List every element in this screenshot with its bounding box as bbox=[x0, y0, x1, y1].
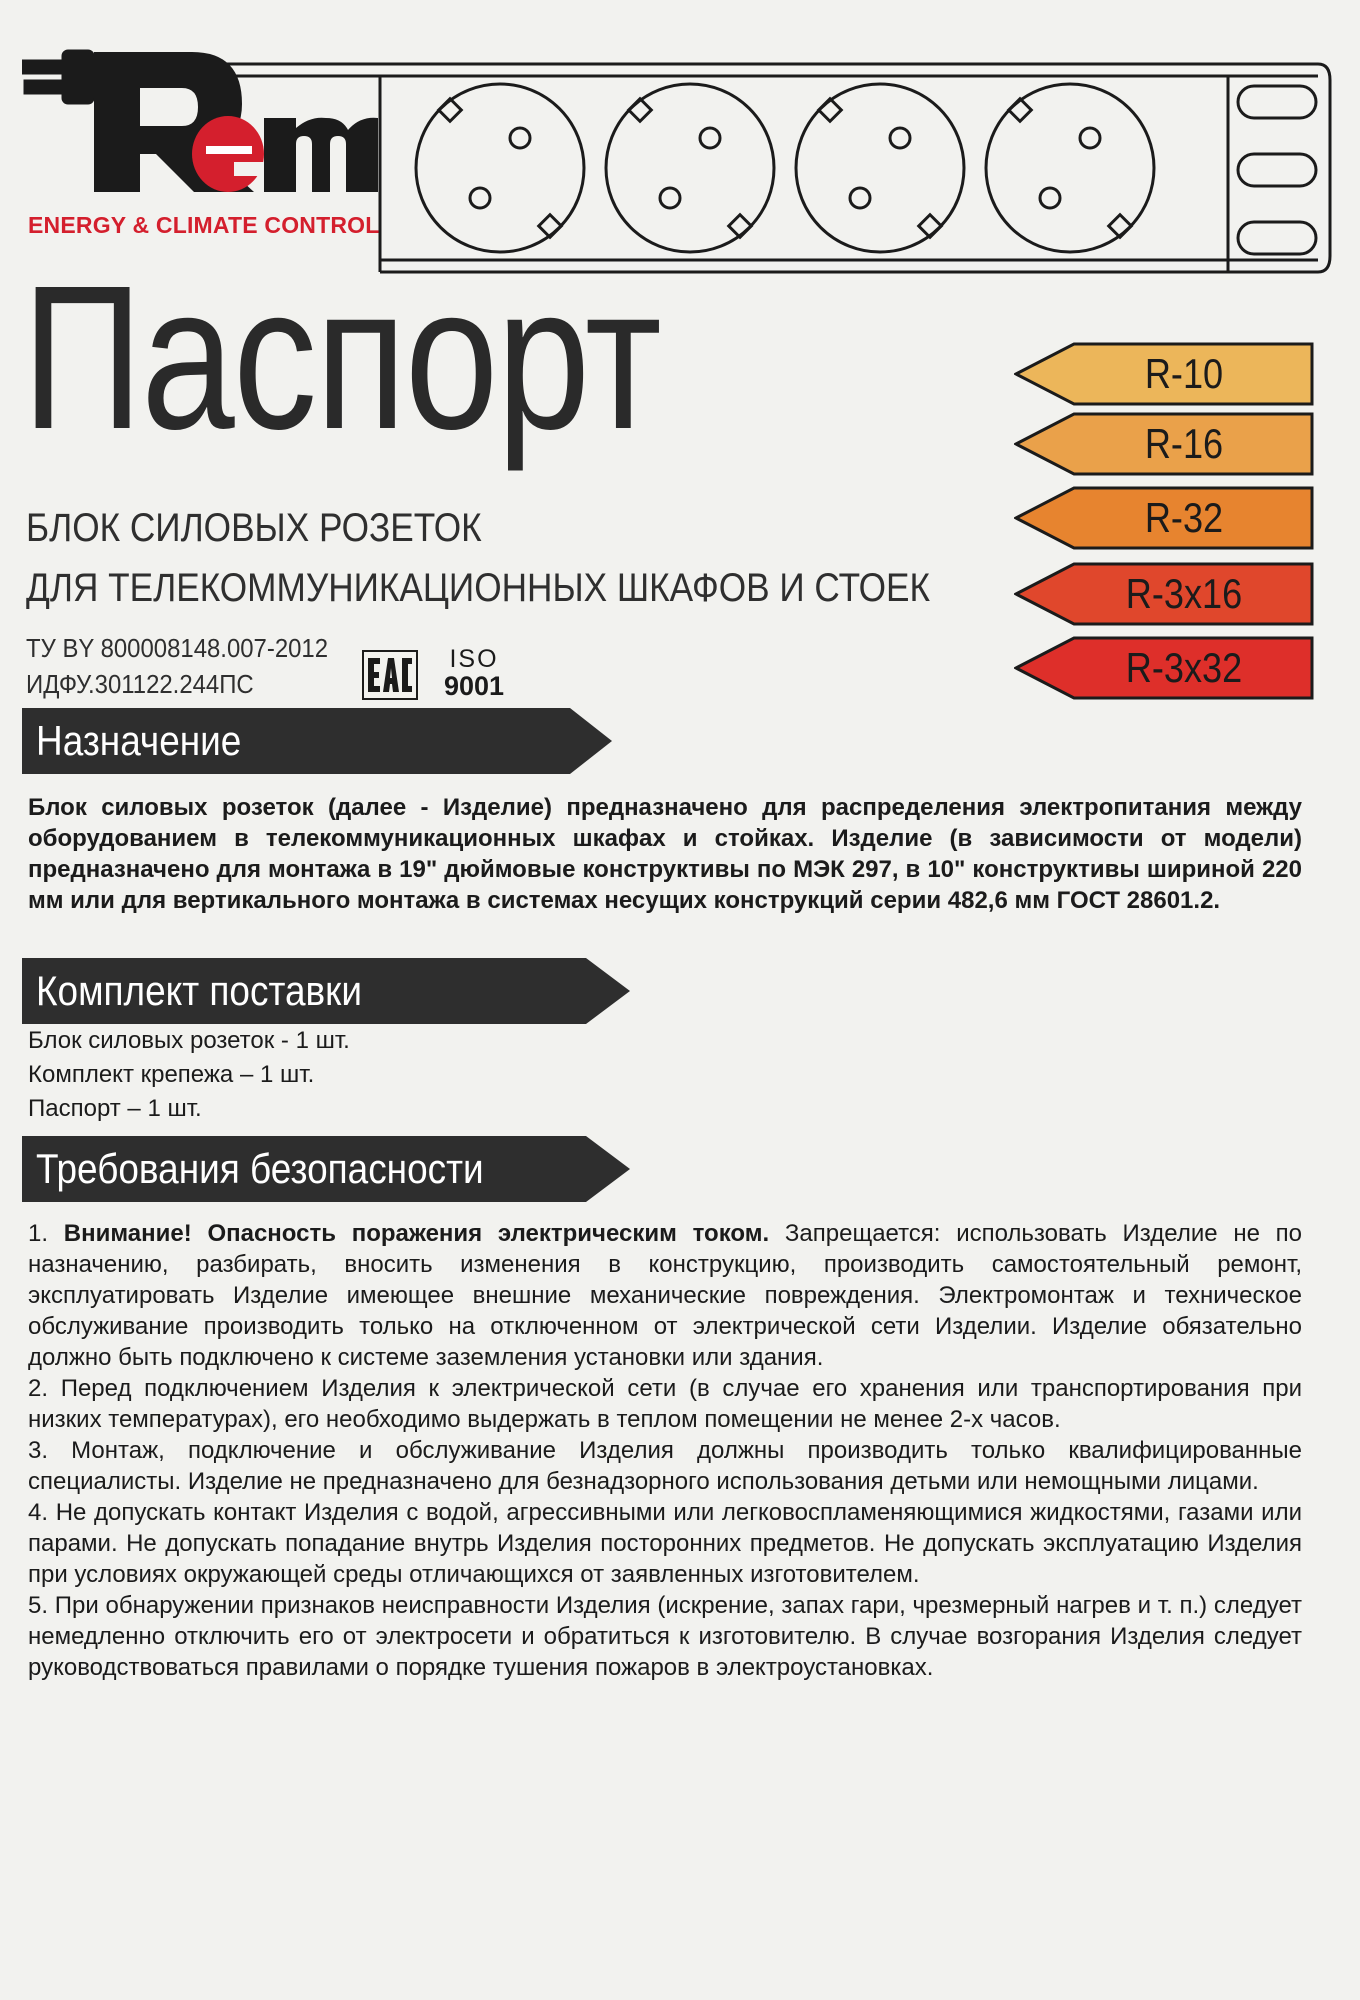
model-label: R-16 bbox=[1144, 420, 1224, 467]
model-label: R-3x32 bbox=[1125, 644, 1243, 691]
model-tag bbox=[1014, 636, 1314, 700]
socket-pin-hole bbox=[510, 128, 530, 148]
subtitle-line-1: БЛОК СИЛОВЫХ РОЗЕТОК bbox=[26, 506, 482, 550]
safety-rule-1: 1. Внимание! Опасность поражения электрическим током. Запрещается: использовать Изделие не по назначению, разбирать, вносить изменения в конструкцию, производить самостоятельный ремонт, эксплуатировать Изделие имеющее внешние механические повреждения. Электромонтаж и техническое обслуживание производить только на отключенном от электрической сети Изделии. Изделие обязательно должно быть подключено к системе заземления установки или здания. bbox=[28, 1220, 1302, 1371]
safety-rule-3: 3. Монтаж, подключение и обслуживание Изделия должны производить только квалифицированные специалисты. Изделие не предназначено для безнадзорного использования детьми или немощными лицами. bbox=[28, 1437, 1302, 1495]
safety-rule-2: 2. Перед подключением Изделия к электрической сети (в случае его хранения или транспортирования при низких температурах), его необходимо выдержать в теплом помещении не менее 2-х часов. bbox=[28, 1375, 1302, 1433]
model-tag bbox=[1014, 342, 1314, 406]
model-tag bbox=[1014, 486, 1314, 550]
socket-pin-hole bbox=[470, 188, 490, 208]
iso-9001-mark bbox=[438, 646, 510, 700]
safety-rule-5: 5. При обнаружении признаков неисправности Изделия (искрение, запах гари, чрезмерный нагрев и т. п.) следует немедленно отключить его от электросети и обратиться к изготовителю. В случае возгорания Изделия следует руководствоваться правилами о порядке тушения пожаров в электроустановках. bbox=[28, 1592, 1303, 1681]
purpose-text: Блок силовых розеток (далее - Изделие) предназначено для распределения электропитания между оборудованием в телекоммуникационных шкафах и стойках. Изделие (в зависимости от модели) предназначено для монтажа в 19" дюймовые конструктивы по МЭК 297, в 10" конструктивы шириной 220 мм или для вертикального монтажа в системах несущих конструкций серии 482,6 мм ГОСТ 28601.2. bbox=[28, 794, 1302, 914]
model-label: R-32 bbox=[1144, 494, 1224, 541]
section-title-safety: Требования безопасности bbox=[36, 1145, 484, 1192]
socket-pin-hole bbox=[1080, 128, 1100, 148]
rem-logo bbox=[22, 22, 382, 212]
kit-item: Блок силовых розеток - 1 шт. bbox=[28, 1027, 350, 1054]
iso-label: ISO bbox=[449, 645, 499, 673]
safety-rule-4: 4. Не допускать контакт Изделия с водой, агрессивными или легковоспламеняющимися жидкостями, газами или парами. Не допускать попадание внутрь Изделия посторонних предметов. Не допускать эксплуатацию Изделия при условиях окружающей среды отличающихся от заявленных изготовителем. bbox=[28, 1499, 1302, 1588]
model-label: R-10 bbox=[1144, 350, 1224, 397]
socket-pin-hole bbox=[850, 188, 870, 208]
model-tag bbox=[1014, 412, 1314, 476]
kit-item: Комплект крепежа – 1 шт. bbox=[28, 1061, 315, 1088]
page-title: Паспорт bbox=[22, 243, 661, 472]
socket-pin-hole bbox=[1040, 188, 1060, 208]
safety-rules bbox=[28, 1218, 1302, 1683]
model-label: R-3x16 bbox=[1125, 570, 1243, 617]
model-tag bbox=[1014, 562, 1314, 626]
section-title-kit: Комплект поставки bbox=[36, 967, 362, 1014]
eac-mark-icon bbox=[362, 650, 418, 700]
spec-tu: ТУ BY 800008148.007-2012 bbox=[26, 633, 329, 663]
logo-tagline: ENERGY & CLIMATE CONTROL bbox=[28, 212, 380, 238]
subtitle-line-2: ДЛЯ ТЕЛЕКОММУНИКАЦИОННЫХ ШКАФОВ И СТОЕК bbox=[26, 566, 930, 610]
spec-idfu: ИДФУ.301122.244ПС bbox=[26, 669, 254, 699]
section-title-purpose: Назначение bbox=[36, 717, 242, 764]
socket-pin-hole bbox=[700, 128, 720, 148]
socket-pin-hole bbox=[890, 128, 910, 148]
socket-pin-hole bbox=[660, 188, 680, 208]
iso-number: 9001 bbox=[443, 671, 505, 701]
kit-item: Паспорт – 1 шт. bbox=[28, 1095, 202, 1122]
